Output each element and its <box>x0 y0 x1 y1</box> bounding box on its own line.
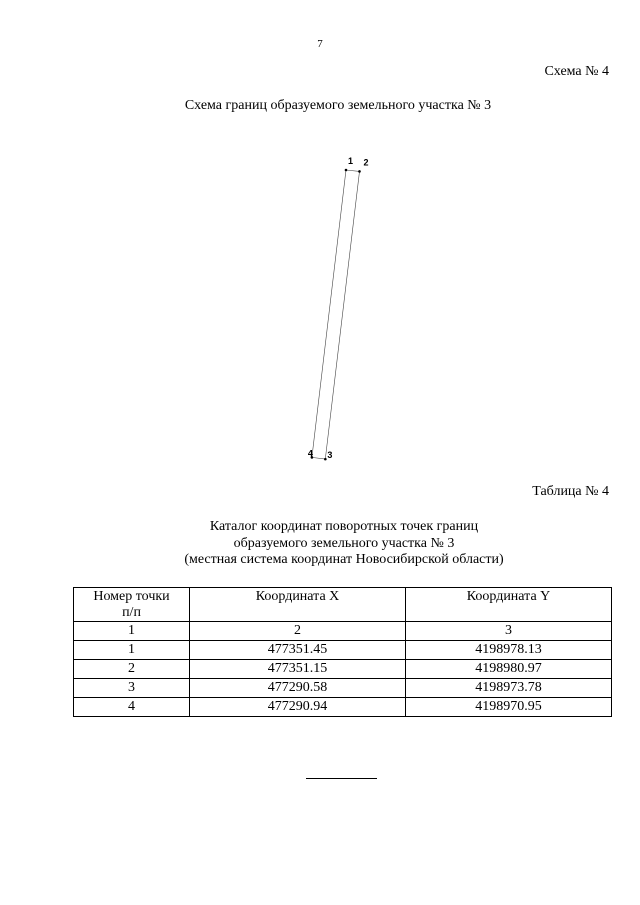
parcel-polygon <box>312 170 360 459</box>
scheme-title: Схема границ образуемого земельного участка № 3 <box>184 98 492 113</box>
numbering-cell: 3 <box>406 622 612 641</box>
coordinate-x-cell: 477351.15 <box>190 660 406 679</box>
catalog-title <box>0 519 640 569</box>
catalog-title-line-1: Каталог координат поворотных точек границ <box>209 519 479 534</box>
end-of-section-rule <box>306 778 377 779</box>
header-point-number <box>74 588 190 622</box>
boundary-point-label: 2 <box>363 157 369 168</box>
table-label: Таблица № 4 <box>532 484 609 499</box>
boundary-point-2 <box>358 170 361 173</box>
point-number-cell: 3 <box>74 679 190 698</box>
coordinate-y-cell: 4198973.78 <box>406 679 612 698</box>
coordinate-x-cell: 477351.45 <box>190 641 406 660</box>
boundary-point-label: 4 <box>307 448 313 459</box>
coordinates-table <box>73 587 612 717</box>
numbering-cell: 2 <box>190 622 406 641</box>
boundary-point-label: 1 <box>348 156 354 166</box>
header-coordinate-y: Координата Y <box>406 588 612 622</box>
boundary-point-label: 3 <box>327 450 333 461</box>
table-row <box>74 641 612 660</box>
table-row <box>74 679 612 698</box>
catalog-title-line-3: (местная система координат Новосибирской области) <box>184 552 504 567</box>
coordinate-x-cell: 477290.58 <box>190 679 406 698</box>
coordinate-y-cell: 4198970.95 <box>406 698 612 717</box>
point-number-cell: 1 <box>74 641 190 660</box>
header-point-number-line-1: Номер точки <box>93 589 170 604</box>
catalog-title-line-2: образуемого земельного участка № 3 <box>233 535 455 551</box>
point-number-cell: 2 <box>74 660 190 679</box>
coordinate-y-cell: 4198978.13 <box>406 641 612 660</box>
coordinate-x-cell: 477290.94 <box>190 698 406 717</box>
numbering-cell: 1 <box>74 622 190 641</box>
coordinate-y-cell: 4198980.97 <box>406 660 612 679</box>
scheme-label: Схема № 4 <box>544 64 609 79</box>
table-row <box>74 660 612 679</box>
page-number: 7 <box>317 38 323 50</box>
table-header-row <box>74 588 612 622</box>
header-coordinate-x: Координата X <box>190 588 406 622</box>
boundary-point-1 <box>345 169 348 172</box>
point-number-cell: 4 <box>74 698 190 717</box>
boundary-point-3 <box>324 458 327 461</box>
header-point-number-line-2: п/п <box>122 605 141 620</box>
table-row <box>74 698 612 717</box>
table-numbering-row <box>74 622 612 641</box>
